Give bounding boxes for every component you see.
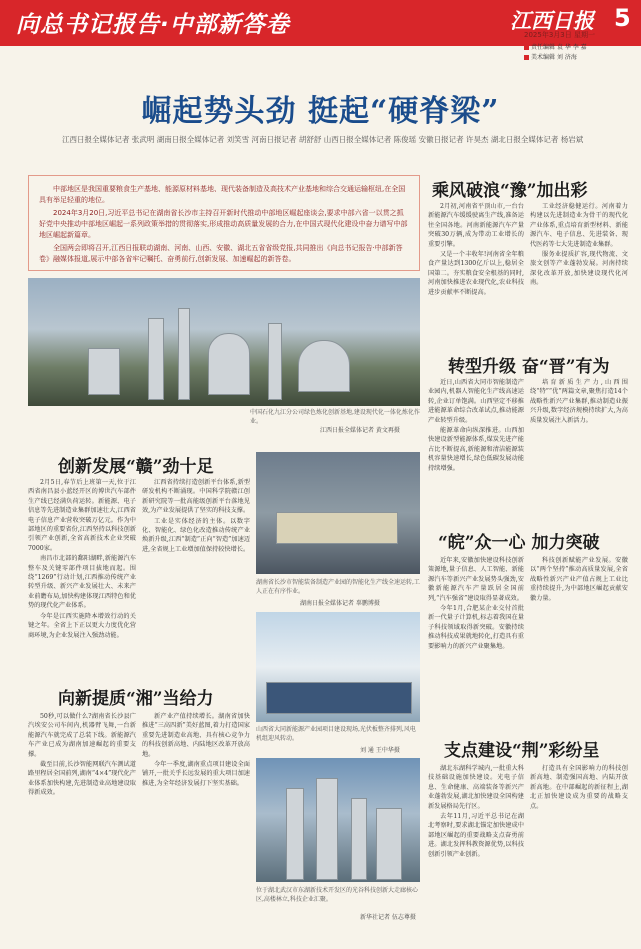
shanxi-column-2 <box>530 378 628 516</box>
photo3-credit: 刘 通 王中华摄 <box>360 747 400 754</box>
city-photo <box>256 758 420 882</box>
square-icon <box>524 45 529 50</box>
newspaper-logo: 江西日报 <box>510 8 594 33</box>
hunan-column-1 <box>28 712 136 934</box>
paragraph: 今年是江西实施降本增效行动的关键之年。全省上下正以更大力度优化营商环境,为企业发展注入强劲动能。 <box>28 612 136 639</box>
factory-photo <box>256 452 420 574</box>
hubei-column-1 <box>428 764 524 940</box>
intro-paragraph: 2024年3月20日,习近平总书记在湖南省长沙市主持召开新时代推动中部地区崛起座谈会,要求中部六省一以贯之抓好党中央推动中部地区崛起一系列政策举措的贯彻落实,形成推动高质量发展的合力,在中国式现代化建设中奋力谱写中部地区崛起新篇章。 <box>39 209 408 239</box>
byline: 江西日报全媒体记者 张武明 湖南日报全媒体记者 刘笑雪 河南日报记者 胡舒舒 山西日报全媒体记者 陈俊瑶 安徽日报记者 许昊杰 湖北日报全媒体记者 杨岩斌 <box>62 135 584 144</box>
section-title-hunan: 向新提质“湘”当给力 <box>58 689 214 709</box>
henan-column-1 <box>428 202 524 340</box>
issue-date: 2025年3月3日 星期一 <box>524 31 595 39</box>
paragraph: 近年来,安徽加快建设科技创新策源地,量子信息、人工智能、新能源汽车等新兴产业发展势头强劲,安徽新能源汽车产量跃居全国前列,“汽车强省”建设取得显著成效。 <box>428 557 524 602</box>
paragraph: 科技创新赋能产业发展。安徽以“两个坚持”推动高质量发展,全省战略性新兴产业产值占规上工业比重持续提升,为中部地区崛起贡献安徽力量。 <box>530 557 628 602</box>
page-number: 5 <box>614 4 631 32</box>
art-editor-line <box>524 52 577 61</box>
editor-line <box>524 42 587 51</box>
section-title-jiangxi: 创新发展“赣”劲十足 <box>58 457 214 477</box>
jiangxi-column-1 <box>28 478 136 672</box>
paragraph: 培育新质生产力,山西围绕“特”“优”两篇文章,聚焦打造14个战略性新兴产业集群,推动制造业振兴升级,数字经济规模持续扩大,为高质量发展注入新活力。 <box>530 379 628 424</box>
intro-paragraph: 全国两会即将召开,江西日报联动湖南、河南、山西、安徽、湖北五省省级党报,共同推出《向总书记报告·中部新答卷》融媒体报道,展示中部各省牢记嘱托、奋勇前行,创新发展、加速崛起的新答卷。 <box>39 244 403 263</box>
paragraph: 2月初,河南省平顶山市,一台台新能源汽车缓缓驶离生产线,准备运往全国各地。河南新能源汽车产量突破30万辆,成为带动工业增长的重要引擎。 <box>428 203 524 248</box>
photo3-caption: 山西省大同新能源产业园项目建设现场,光伏板整齐排列,风电机组迎风转动。 <box>256 726 416 742</box>
intro-box <box>28 175 420 271</box>
paragraph: 2月5日,春节后上班第一天,位于江西省南昌县小蓝经开区的博世汽车部件生产线已经满负荷运转。新能源、电子信息等先进制造业集群加速壮大,江西省电子信息产业营收突破万亿元。作为中部地区的重要省份,江西坚持以科技创新引领产业创新,全省高新技术企业突破7000家。 <box>28 479 136 552</box>
paragraph: 江西省持续打造创新平台体系,新型研发机构不断涌现。中国科学院赣江创新研究院等一批高能级创新平台落地见效,为产业发展提供了坚实的科技支撑。 <box>142 479 250 515</box>
paragraph: 工业是实体经济的主体。以数字化、智能化、绿色化改造推动传统产业焕新升级,江西“制造”正向“智造”加速迈进,全省规上工业增加值保持较快增长。 <box>142 517 250 553</box>
banner-title: 向总书记报告·中部新答卷 <box>16 12 290 38</box>
refinery-photo <box>28 278 420 406</box>
square-icon <box>524 55 529 60</box>
hunan-column-2 <box>142 712 250 934</box>
paragraph: 去年11月,习近平总书记在湖北考察时,要求湖北锚定加快建成中部地区崛起的重要战略支点奋勇前进。湖北发挥科教资源优势,以科技创新引领产业创新。 <box>428 813 524 858</box>
photo4-credit: 新华社记者 伍志尊摄 <box>360 914 416 921</box>
intro-paragraph: 中部地区是我国重要粮食生产基地、能源原材料基地、现代装备制造及高技术产业基地和综合交通运输枢纽,在全国具有举足轻重的地位。 <box>39 185 406 204</box>
paragraph: 50秒,可以做什么?湖南省长沙县广汽埃安公司车间内,机器臂飞舞,一台新能源汽车就完成了总装下线。新能源汽车产业已成为湖南加速崛起的重要支撑。 <box>28 713 136 758</box>
solar-photo <box>256 612 420 722</box>
photo1-credit: 江西日报全媒体记者 黄文再摄 <box>320 427 400 434</box>
editor-text: 责任编辑 袁 华 李 嘉 <box>531 44 587 51</box>
henan-column-2 <box>530 202 628 340</box>
paragraph: 新产业产值持续增长。湖南省加快推进“三高四新”美好蓝图,着力打造国家重要先进制造业高地、具有核心竞争力的科技创新高地、内陆地区改革开放高地。 <box>142 713 250 758</box>
paragraph: 工业经济稳健运行。河南着力构建以先进制造业为骨干的现代化产业体系,重点培育新型材料、新能源汽车、电子信息、先进装备、现代医药等七大先进制造业集群。 <box>530 203 628 248</box>
shanxi-column-1 <box>428 378 524 516</box>
paragraph: 能源革命向纵深推进。山西加快建设新型能源体系,煤炭先进产能占比不断提高,新能源和清洁能源装机容量快速增长,绿色低碳发展动能持续增强。 <box>428 427 524 472</box>
paragraph: 今年1月,合肥某企业交付首批新一代量子计算机,标志着我国在量子科技领域取得新突破。安徽持续推动科技成果就地转化,打造具有重要影响力的新兴产业聚集地。 <box>428 605 524 650</box>
jiangxi-column-2 <box>142 478 250 672</box>
paragraph: 南昌市北部的鄱阳湖畔,新能源汽车整车及关键零部件项目拔地而起。围绕“1269”行动计划,江西推动传统产业转型升级、新兴产业发展壮大、未来产业前瞻布局,加快构建体现江西特色和优势的现代化产业体系。 <box>28 555 136 610</box>
paragraph: 近日,山西省大同市智能制造产业园内,机器人智能化生产线高速运转,企业订单饱满。山西坚定不移推进能源革命综合改革试点,推动能源产业转型升级。 <box>428 379 524 424</box>
photo2-caption: 湖南省长沙市智能装备制造产业园的智能化生产线全速运转,工人正在有序作业。 <box>256 579 420 595</box>
section-title-anhui: “皖”众一心 加力突破 <box>438 533 600 553</box>
paragraph: 又是一个丰收年!河南省全年粮食产量达到1300亿斤以上,稳居全国第二。夯实粮食安全根基的同时,河南加快推进农业现代化,农业科技进步贡献率不断提高。 <box>428 251 524 296</box>
section-title-shanxi: 转型升级 奋“晋”有为 <box>448 357 610 377</box>
paragraph: 打造具有全国影响力的科技创新高地、制造强国高地、内陆开放新高地。在中部崛起的新征程上,湖北正加快建设成为重要的战略支点。 <box>530 765 628 810</box>
main-headline: 崛起势头劲 挺起“硬脊梁” <box>141 94 500 129</box>
photo4-caption: 位于湖北武汉市东湖新技术开发区的光谷科技创新大走廊核心区,高楼林立,科技企业汇聚。 <box>256 887 419 903</box>
photo2-credit: 湖南日报全媒体记者 辜鹏博摄 <box>300 600 380 607</box>
paragraph: 服务业提质扩容,现代物流、文旅文创等产业蓬勃发展。河南持续深化改革开放,加快建设现代化河南。 <box>530 251 628 287</box>
anhui-column-1 <box>428 556 524 726</box>
section-title-henan: 乘风破浪“豫”加出彩 <box>432 181 588 201</box>
photo1-caption: 中国石化九江分公司绿色炼化创新基地,建设现代化一体化炼化作业。 <box>250 409 420 425</box>
anhui-column-2 <box>530 556 628 726</box>
paragraph: 湖北东湖科学城内,一批重大科技基础设施加快建设。光电子信息、生命健康、高端装备等新兴产业蓬勃发展,湖北加快建设全国构建新发展格局先行区。 <box>428 765 524 810</box>
paragraph: 今年一季度,湖南重点项目建设全面铺开,一批关乎长远发展的重大项目加速推进,为全年经济发展打下坚实基础。 <box>142 761 250 787</box>
hubei-column-2 <box>530 764 628 940</box>
art-editor-text: 美术编辑 刘 济海 <box>531 54 577 61</box>
paragraph: 截至目前,长沙智能网联汽车测试道路里程居全国前列,湖南“4×4”现代化产业体系加快构建,先进制造业高地建设取得新成效。 <box>28 761 136 797</box>
section-title-hubei: 支点建设“荆”彩纷呈 <box>444 741 600 761</box>
